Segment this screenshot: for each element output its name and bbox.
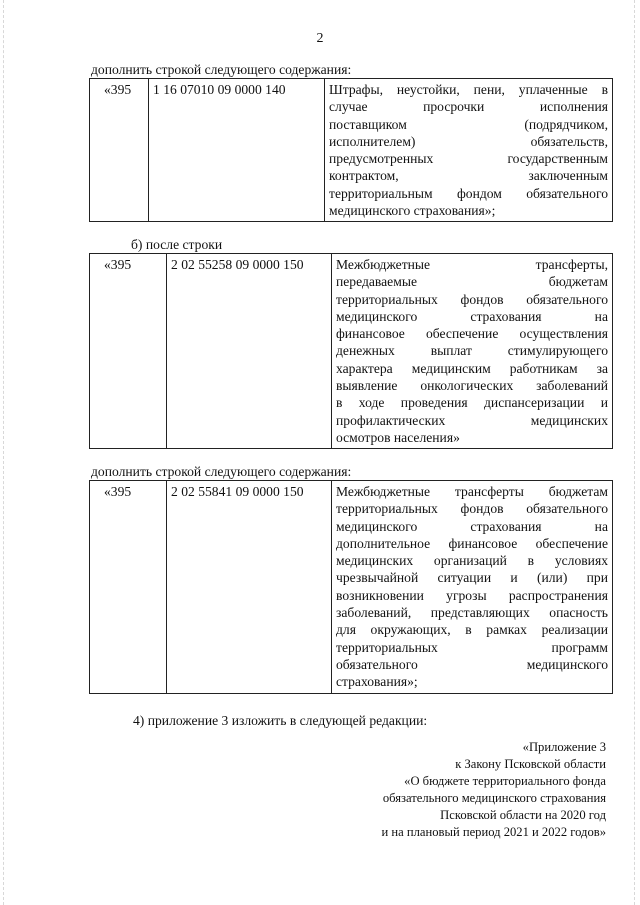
description-cell <box>332 254 613 449</box>
appendix-line: к Закону Псковской области <box>455 757 606 771</box>
description-line: территориальным фондом обязательного <box>329 185 608 201</box>
description-cell <box>332 481 613 694</box>
description-line: медицинского страхования на <box>336 518 608 534</box>
right-scan-edge <box>634 0 636 905</box>
appendix-heading <box>382 739 606 841</box>
description-line: территориальных фондов обязательного <box>336 501 608 517</box>
kbk-code-cell: 2 02 55258 09 0000 150 <box>167 254 332 449</box>
block-3-table <box>89 480 613 694</box>
appendix-line: и на плановый период 2021 и 2022 годов» <box>381 825 606 839</box>
block-1-table <box>89 78 613 222</box>
block-2-table <box>89 253 613 449</box>
description-line: контрактом, заключенным <box>329 168 608 184</box>
table-row <box>90 79 613 222</box>
description-line: Штрафы, неустойки, пени, уплаченные в <box>329 82 608 97</box>
description-line: для окружающих, в рамках реализации <box>336 622 608 638</box>
table-row <box>90 254 613 449</box>
description-line: финансовое обеспечение осуществления <box>336 326 608 342</box>
description-line: осмотров населения» <box>336 429 460 445</box>
kbk-code-cell: 2 02 55841 09 0000 150 <box>167 481 332 694</box>
description-line: профилактических медицинских <box>336 412 608 428</box>
description-line: дополнительное финансовое обеспечение <box>336 535 608 551</box>
page-number: 2 <box>316 31 324 46</box>
description-line: характера медицинским работникам за <box>336 360 608 376</box>
description-line: Межбюджетные трансферты, <box>336 257 608 272</box>
appendix-line: Псковской области на 2020 год <box>440 808 606 822</box>
block-2-intro: б) после строки <box>131 237 223 252</box>
paragraph-4: 4) приложение 3 изложить в следующей редакции: <box>133 713 428 728</box>
description-line: обязательного медицинского <box>336 656 608 672</box>
appendix-line: «О бюджете территориального фонда <box>404 774 606 788</box>
description-line: чрезвычайной ситуации и (или) при <box>336 570 608 586</box>
description-line: исполнителем) обязательств, <box>329 133 608 149</box>
description-line: заболеваний, представляющих опасность <box>336 605 608 621</box>
block-3-intro: дополнить строкой следующего содержания: <box>91 464 352 479</box>
description-line: возникновении угрозы распространения <box>336 587 608 603</box>
description-line: предусмотренных государственным <box>329 151 608 167</box>
admin-code-cell: «395 <box>90 254 167 449</box>
description-line: денежных выплат стимулирующего <box>336 343 608 359</box>
description-line: медицинских организаций в условиях <box>336 553 608 569</box>
description-line: Межбюджетные трансферты бюджетам <box>336 484 608 499</box>
description-line: территориальных фондов обязательного <box>336 291 608 307</box>
description-line: медицинского страхования»; <box>329 203 496 219</box>
appendix-line: «Приложение 3 <box>522 740 606 754</box>
description-line: в ходе проведения диспансеризации и <box>336 395 608 411</box>
description-line: случае просрочки исполнения <box>329 99 608 115</box>
description-cell <box>325 79 613 222</box>
admin-code-cell: «395 <box>90 79 149 222</box>
description-line: медицинского страхования на <box>336 308 608 324</box>
admin-code-cell: «395 <box>90 481 167 694</box>
kbk-code-cell: 1 16 07010 09 0000 140 <box>149 79 325 222</box>
description-line: передаваемые бюджетам <box>336 274 608 290</box>
appendix-line: обязательного медицинского страхования <box>382 791 606 805</box>
description-line: страхования»; <box>336 674 418 690</box>
description-line: поставщиком (подрядчиком, <box>329 116 608 132</box>
table-row <box>90 481 613 694</box>
description-line: выявление онкологических заболеваний <box>336 378 608 394</box>
description-line: территориальных программ <box>336 639 608 655</box>
block-1-intro: дополнить строкой следующего содержания: <box>91 62 352 77</box>
left-scan-edge <box>3 0 5 905</box>
